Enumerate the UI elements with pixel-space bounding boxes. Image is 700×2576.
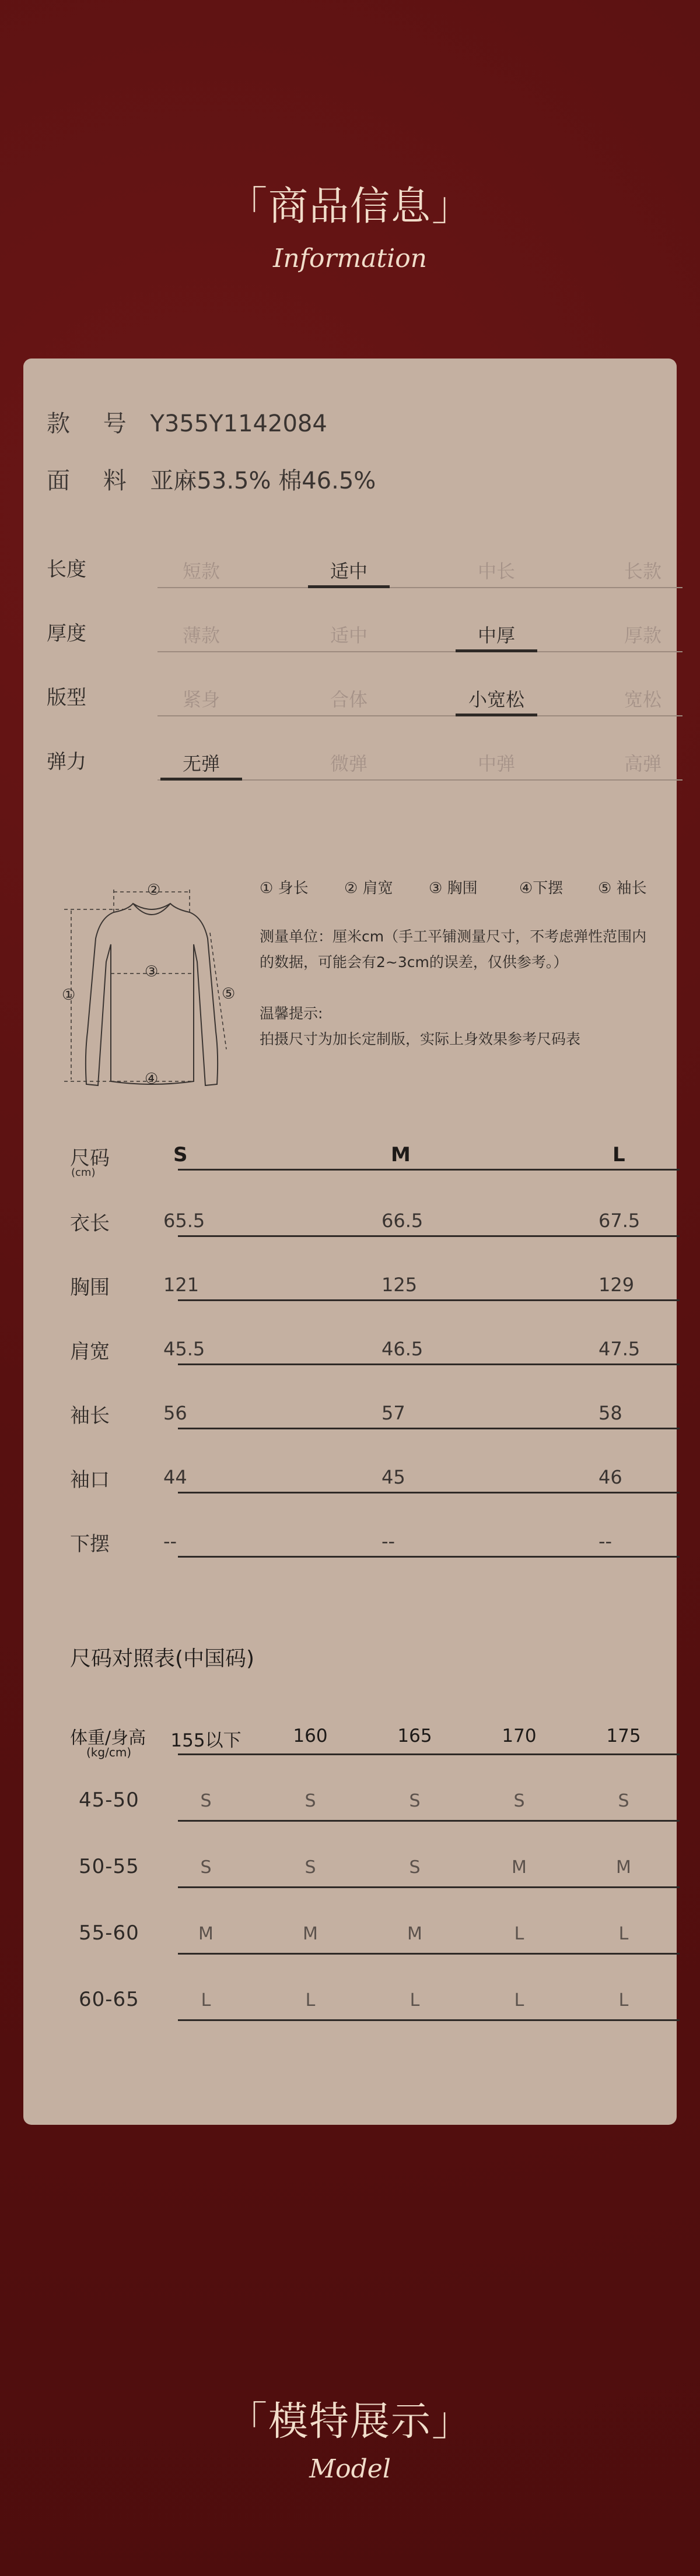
size-chart-cell: S xyxy=(409,1791,421,1811)
scale-option: 高弹 xyxy=(624,753,662,775)
size-chart-cell: L xyxy=(201,1990,211,2011)
size-chart-cell: M xyxy=(616,1857,631,1878)
attribute-label: 版型 xyxy=(47,686,86,709)
size-row-label: 衣长 xyxy=(70,1212,110,1235)
size-chart-weight: 50-55 xyxy=(79,1855,139,1878)
chart-rule xyxy=(178,1953,680,1955)
size-row-label: 肩宽 xyxy=(70,1340,110,1363)
legend-item: ⑤ 袖长 xyxy=(598,880,647,897)
size-row-label: 胸围 xyxy=(70,1276,110,1299)
legend-item: ① 身长 xyxy=(260,880,309,897)
size-chart-cell: M xyxy=(303,1924,318,1944)
size-header-unit: (cm) xyxy=(71,1166,96,1179)
scale-option: 薄款 xyxy=(182,624,220,646)
scale-option: 紧身 xyxy=(182,688,220,711)
fabric-value: 亚麻53.5% 棉46.5% xyxy=(150,468,376,494)
fabric-label: 面 料 xyxy=(47,468,139,494)
section-title: 「商品信息」 xyxy=(227,184,473,230)
scale-option: 中弹 xyxy=(477,753,515,775)
size-cell: 44 xyxy=(163,1466,187,1488)
marker-length: ① xyxy=(62,986,76,1004)
info-header xyxy=(0,0,700,361)
model-number-label: 款 号 xyxy=(47,410,139,437)
scale-option: 无弹 xyxy=(182,753,220,775)
size-cell: 45 xyxy=(382,1466,405,1488)
size-chart-cell: S xyxy=(409,1857,421,1878)
scale-option: 厚款 xyxy=(624,624,662,646)
size-chart-cell: L xyxy=(514,1924,524,1944)
size-chart-cell: S xyxy=(304,1857,316,1878)
attribute-label: 厚度 xyxy=(47,622,86,645)
size-row-label: 袖口 xyxy=(70,1468,110,1492)
marker-shoulder: ② xyxy=(147,881,161,899)
size-chart-height: 165 xyxy=(397,1725,432,1746)
size-chart-cell: L xyxy=(410,1990,420,2011)
size-chart-height: 155以下 xyxy=(170,1730,242,1751)
tip-title: 温馨提示: xyxy=(260,1005,323,1022)
size-chart-cell: L xyxy=(305,1990,316,2011)
table-rule xyxy=(178,1556,680,1558)
table-rule xyxy=(178,1492,680,1493)
attribute-label: 弹力 xyxy=(47,750,86,774)
marker-sleeve: ⑤ xyxy=(222,985,236,1003)
table-rule xyxy=(178,1428,680,1429)
size-header-cell: L xyxy=(612,1143,625,1166)
size-chart-cell: M xyxy=(198,1924,214,1944)
chart-rule xyxy=(178,1753,680,1755)
model-section-title: 「模特展示」 xyxy=(227,2399,473,2445)
size-chart-cell: S xyxy=(200,1857,212,1878)
size-chart-weight: 45-50 xyxy=(79,1788,139,1812)
size-cell: 45.5 xyxy=(163,1338,205,1360)
size-cell: 65.5 xyxy=(163,1210,205,1232)
scale-line xyxy=(158,715,682,716)
size-chart-cell: M xyxy=(512,1857,527,1878)
size-chart-cell: M xyxy=(407,1924,422,1944)
chart-rule xyxy=(178,2019,680,2021)
table-rule xyxy=(178,1299,680,1301)
size-cell: 121 xyxy=(163,1274,200,1296)
size-chart-header-unit: (kg/cm) xyxy=(86,1745,132,1759)
size-row-label: 袖长 xyxy=(70,1404,110,1428)
size-cell: -- xyxy=(598,1530,612,1552)
scale-line xyxy=(158,651,682,652)
size-cell: 46.5 xyxy=(382,1338,424,1360)
table-rule xyxy=(178,1363,680,1365)
legend-item: ④下摆 xyxy=(519,880,564,897)
size-cell: -- xyxy=(382,1530,396,1552)
size-cell: 129 xyxy=(598,1274,635,1296)
size-chart-header-label: 体重/身高 xyxy=(70,1728,146,1748)
table-rule xyxy=(178,1169,680,1171)
size-cell: 67.5 xyxy=(598,1210,640,1232)
model-number-row xyxy=(47,405,327,438)
table-rule xyxy=(178,1235,680,1237)
scale-option: 宽松 xyxy=(624,688,662,711)
size-cell: 47.5 xyxy=(598,1338,640,1360)
size-chart-height: 160 xyxy=(293,1725,328,1746)
size-cell: 57 xyxy=(382,1402,405,1424)
model-number-value: Y355Y1142084 xyxy=(150,410,327,437)
legend-item: ③ 胸围 xyxy=(429,880,478,897)
selected-indicator xyxy=(456,649,537,652)
section-subtitle: Information xyxy=(272,244,428,273)
attribute-scale xyxy=(158,685,682,726)
size-chart-title: 尺码对照表(中国码) xyxy=(70,1647,255,1671)
size-cell: 56 xyxy=(163,1402,187,1424)
size-cell: 66.5 xyxy=(382,1210,424,1232)
selected-indicator xyxy=(160,778,242,781)
size-chart-cell: S xyxy=(618,1791,629,1811)
size-cell: 46 xyxy=(598,1466,622,1488)
model-section-subtitle: Model xyxy=(309,2454,391,2484)
note-line-1: 测量单位：厘米cm（手工平铺测量尺寸，不考虑弹性范围内 xyxy=(260,928,647,945)
size-chart-cell: S xyxy=(513,1791,525,1811)
scale-option: 合体 xyxy=(330,688,368,711)
chart-rule xyxy=(178,1886,680,1888)
scale-option: 短款 xyxy=(182,560,220,582)
attribute-scale xyxy=(158,621,682,662)
scale-option: 微弹 xyxy=(330,753,368,775)
size-chart-height: 175 xyxy=(606,1725,641,1746)
size-chart-cell: L xyxy=(618,1924,629,1944)
scale-option: 小宽松 xyxy=(468,688,524,711)
scale-option: 适中 xyxy=(330,560,368,582)
scale-option: 中厚 xyxy=(477,624,515,646)
chart-rule xyxy=(178,1820,680,1822)
fabric-row xyxy=(47,462,376,495)
product-info-card xyxy=(23,359,677,2125)
size-cell: 125 xyxy=(382,1274,418,1296)
attribute-label: 长度 xyxy=(47,558,86,581)
tip-text: 拍摄尺寸为加长定制版，实际上身效果参考尺码表 xyxy=(260,1031,581,1048)
scale-option: 中长 xyxy=(477,560,515,582)
measurement-legend xyxy=(260,876,668,899)
scale-option: 长款 xyxy=(624,560,662,582)
size-cell: 58 xyxy=(598,1402,622,1424)
marker-chest: ③ xyxy=(145,963,159,981)
size-chart-cell: S xyxy=(200,1791,212,1811)
size-header-label: 尺码 xyxy=(70,1147,110,1170)
size-chart-cell: S xyxy=(304,1791,316,1811)
selected-indicator xyxy=(456,714,537,716)
legend-item: ② 肩宽 xyxy=(344,880,393,897)
size-header-cell: M xyxy=(391,1143,411,1166)
garment-diagram xyxy=(41,857,257,1102)
attribute-scale xyxy=(158,557,682,598)
marker-hem: ④ xyxy=(145,1070,159,1088)
size-chart-height: 170 xyxy=(502,1725,537,1746)
size-chart-cell: L xyxy=(514,1990,524,2011)
size-header-cell: S xyxy=(173,1143,188,1166)
selected-indicator xyxy=(308,585,390,588)
scale-line xyxy=(158,587,682,588)
size-chart-weight: 60-65 xyxy=(79,1988,139,2011)
size-chart-weight: 55-60 xyxy=(79,1921,139,1945)
scale-option: 适中 xyxy=(330,624,368,646)
attribute-scale xyxy=(158,749,682,790)
measurement-note xyxy=(260,924,668,1052)
size-cell: -- xyxy=(163,1530,177,1552)
size-row-label: 下摆 xyxy=(70,1533,110,1556)
size-chart-cell: L xyxy=(618,1990,629,2011)
note-line-2: 的数据，可能会有2~3cm的误差，仅供参考。） xyxy=(260,954,568,971)
